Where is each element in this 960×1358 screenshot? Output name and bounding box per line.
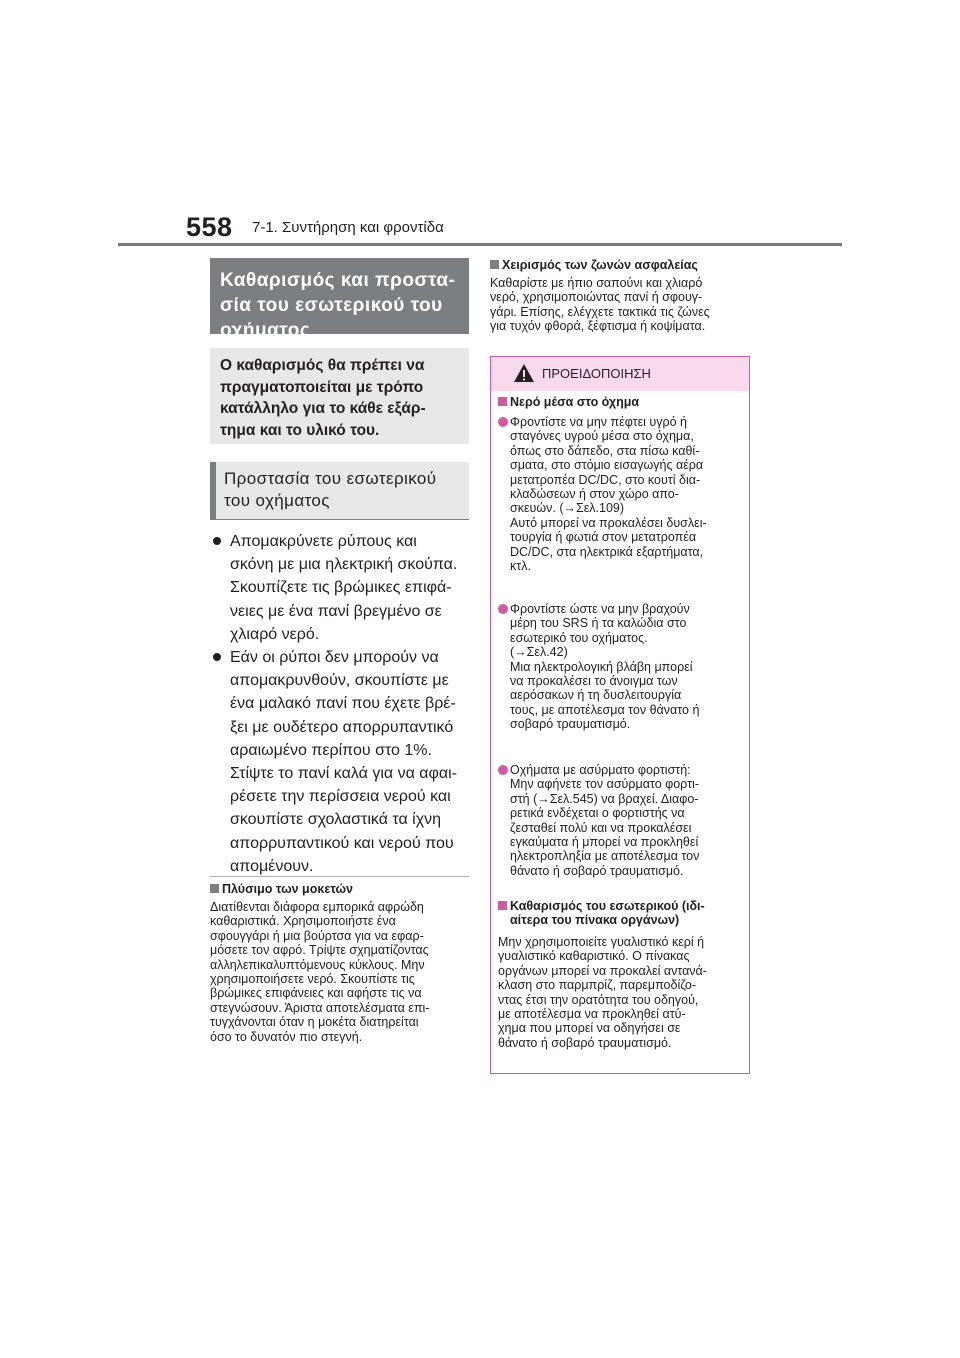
circle-bullet-icon [498, 604, 508, 614]
warning-item-text: Φροντίστε να μην πέφτει υγρό ή σταγόνες υγρού μέσα στο όχημα, όπως στο δάπεδο, στα πίσω καθί- σματα, στο στόμιο εισαγωγής αέρα μετατροπέα DC/DC, στο κουτί δια- κλαδώσεων ή στον χώρο απο- σκευών. (→Σελ.109) Αυτό μπορεί να προκαλέσει δυσλει- τουργία ή φωτιά στον μετατροπέα DC/DC, στα ηλεκτρικά εξαρτήματα, κτλ. [510, 415, 707, 574]
warning-title: ΠΡΟΕΙΔΟΠΟΙΗΣΗ [542, 366, 651, 381]
mats-heading-label: Πλύσιμο των μοκετών [222, 882, 353, 896]
belts-heading-label: Χειρισμός των ζωνών ασφαλείας [502, 258, 698, 272]
header-divider [118, 243, 842, 246]
square-bullet-icon [498, 901, 507, 910]
water-heading-label: Νερό μέσα στο όχημα [510, 395, 640, 409]
square-bullet-icon [210, 884, 219, 893]
bullet-item [210, 530, 472, 646]
subheading: Προστασία του εσωτερικού του οχήματος [210, 462, 469, 520]
bullet-text: Εάν οι ρύποι δεν μπορούν να απομακρυνθούν, σκουπίστε με ένα μαλακό πανί που έχετε βρέ- ξει με ουδέτερο απορρυπαντικό αραιωμένο περίπου στο 1%. Στίψτε το πανί καλά για να αφαι- ρέσετε την περίσσεια νερού και σκουπίστε σχολαστικά τα ίχνη απορρυπαντικού και νερού που απομένουν. [230, 649, 458, 875]
bullet-item [210, 646, 472, 878]
warning-item [498, 415, 743, 573]
section-title: 7-1. Συντήρηση και φροντίδα [252, 219, 444, 236]
warning-icon [513, 363, 535, 383]
bullet-text: Απομακρύνετε ρύπους και σκόνη με μια ηλεκτρική σκούπα. Σκουπίζετε τις βρώμικες επιφά- νειες με ένα πανί βρεγμένο σε χλιαρό νερό. [230, 533, 458, 643]
bullet-icon [213, 537, 221, 545]
warning-item-text: Φροντίστε ώστε να μην βραχούν μέρη του SRS ή τα καλώδια στο εσωτερικό του οχήματος. (→Σελ.42) Μια ηλεκτρολογική βλάβη μπορεί να προκαλέσει το άνοιγμα των αερόσακων ή τη δυσλειτουργία τους, με αποτέλεσμα τον θάνατο ή σοβαρό τραυματισμό. [510, 602, 700, 732]
divider [210, 876, 469, 877]
dash-heading-label: Καθαρισμός του εσωτερικού (ιδι- αίτερα του πίνακα οργάνων) [510, 899, 705, 928]
belts-text: Καθαρίστε με ήπιο σαπούνι και χλιαρό νερό, χρησιμοποιώντας πανί ή σφουγ- γάρι. Επίσης, ελέγχετε τακτικά τις ζώνες για τυχόν φθορά, ξέφτισμα ή κοψίματα. [490, 276, 710, 334]
warning-subheading [498, 899, 743, 928]
warning-subheading [498, 395, 743, 409]
main-heading: Καθαρισμός και προστα- σία του εσωτερικού του οχήματος [210, 258, 469, 334]
belts-heading [490, 258, 752, 273]
page-number: 558 [186, 212, 233, 242]
circle-bullet-icon [498, 417, 508, 427]
warning-item-text: Οχήματα με ασύρματο φορτιστή: Μην αφήνετε τον ασύρματο φορτι- στή (→Σελ.545) να βραχεί. Διαφο- ρετικά ενδέχεται ο φορτιστής να ζεσταθεί πολύ και να προκαλέσει εγκαύματα ή μπορεί να προκληθεί ηλεκτροπληξία με αποτέλεσμα τον θάνατο ή σοβαρό τραυματισμό. [510, 763, 700, 878]
square-bullet-icon [498, 397, 507, 406]
warning-item [498, 763, 743, 878]
warning-header [491, 357, 749, 391]
bullet-icon [213, 653, 221, 661]
dash-text: Μην χρησιμοποιείτε γυαλιστικό κερί ή γυαλιστικό καθαριστικό. Ο πίνακας οργάνων μπορεί να προκαλεί αντανά- κλαση στο παρμπρίζ, παρεμποδίζο- ντας έτσι την ορατότητα του οδηγού, με αποτέλεσμα να προκληθεί ατύ- χημα που μπορεί να οδηγήσει σε θάνατο ή σοβαρό τραυματισμό. [498, 935, 707, 1050]
mats-text: Διατίθενται διάφορα εμπορικά αφρώδη καθαριστικά. Χρησιμοποιήστε ένα σφουγγάρι ή μια βούρτσα για να εφαρ- μόσετε τον αφρό. Τρίψτε σχηματίζοντας αλληλεπικαλυπτόμενους κύκλους. Μην χρησιμοποιήσετε νερό. Σκουπίστε τις βρώμικες επιφάνειες και αφήστε τις να στεγνώσουν. Άριστα αποτελέσματα επι- τυγχάνονται όταν η μοκέτα διατηρείται όσο το δυνατόν πιο στεγνή. [210, 900, 430, 1044]
warning-box [490, 356, 750, 1074]
square-bullet-icon [490, 260, 499, 269]
mats-heading [210, 882, 472, 897]
warning-item [498, 602, 743, 732]
intro-text: Ο καθαρισμός θα πρέπει να πραγματοποιείται με τρόπο κατάλληλο για το κάθε εξάρ- τημα και το υλικό του. [210, 348, 469, 444]
circle-bullet-icon [498, 765, 508, 775]
